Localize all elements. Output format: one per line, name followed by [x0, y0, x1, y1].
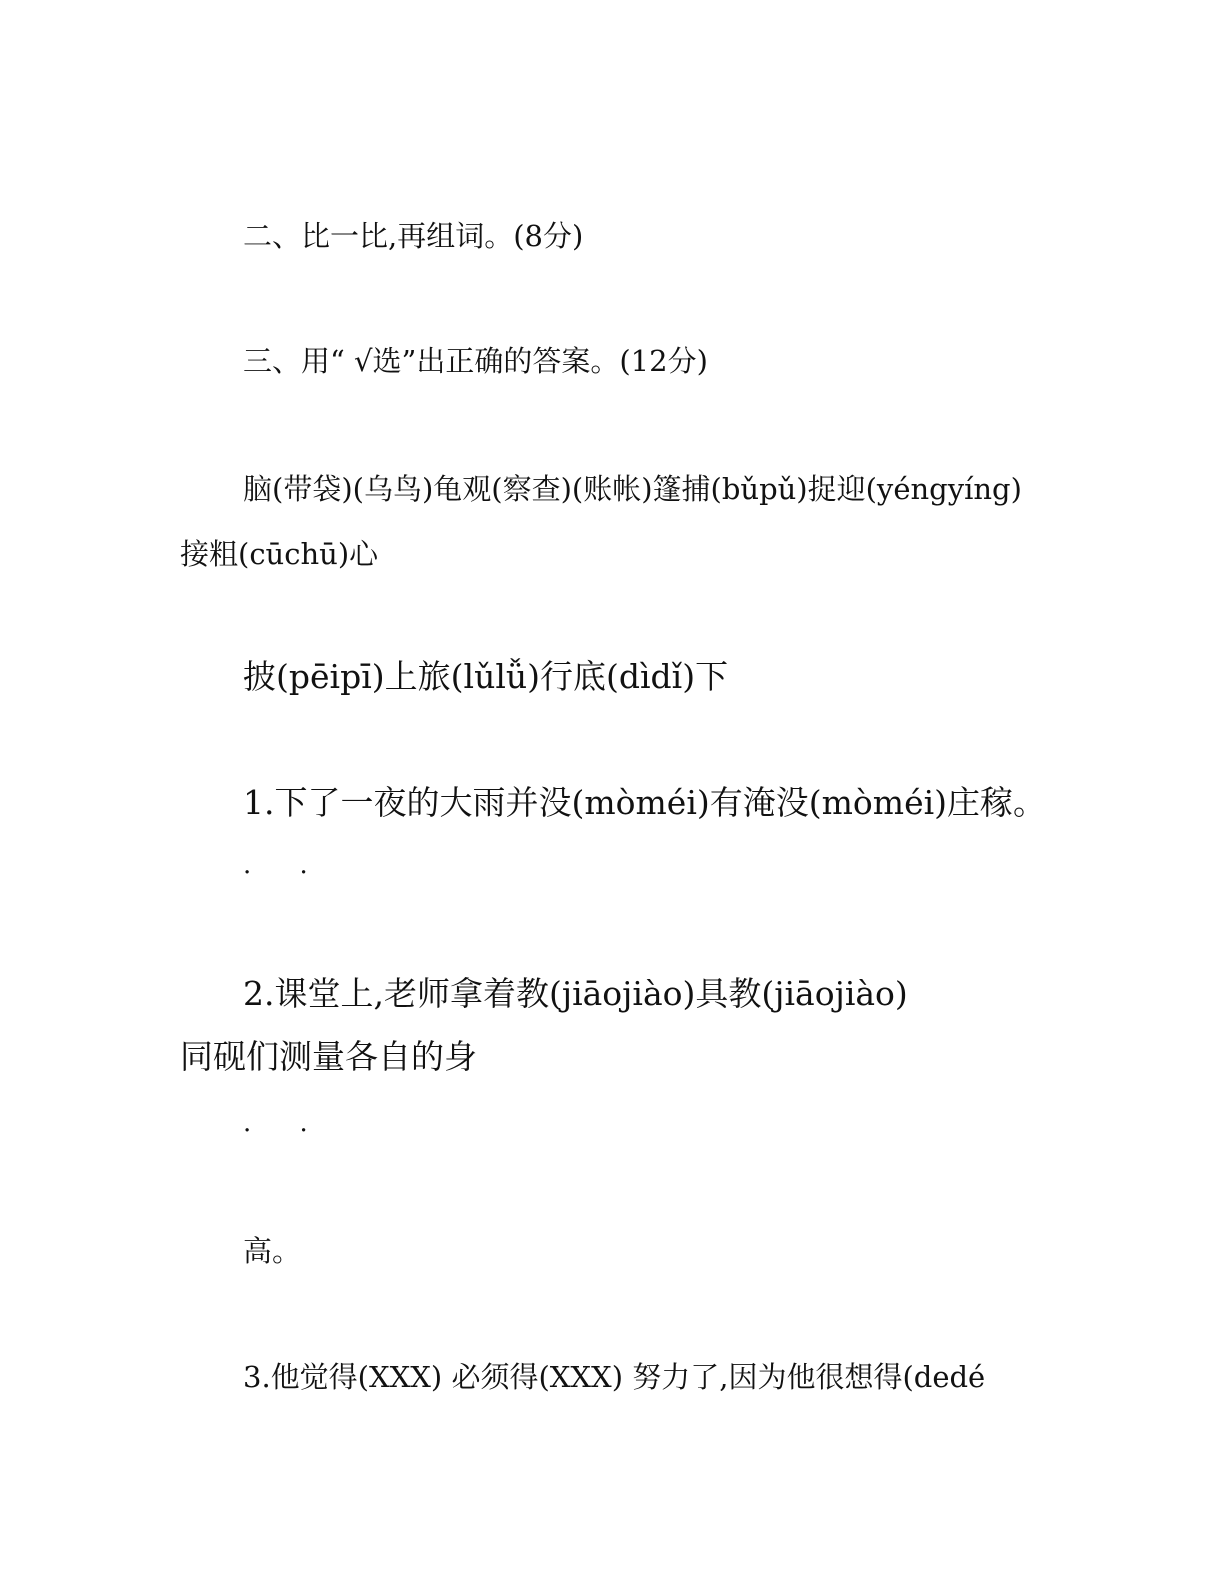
- sentence-2-continued: 同砚们测量各自的身: [180, 1037, 477, 1076]
- sentence-1: 1.下了一夜的大雨并没(mòméi)有淹没(mòméi)庄稼。: [243, 783, 1047, 822]
- section-heading-3: 三、用“ √选”出正确的答案。(12分): [243, 344, 708, 378]
- sentence-2-end: 高。: [243, 1234, 302, 1268]
- section-heading-2: 二、比一比,再组词。(8分): [243, 219, 584, 253]
- question-line-continued: 接粗(cūchū)心: [180, 537, 379, 571]
- emphasis-dots: · ·: [243, 858, 328, 888]
- sentence-3: 3.他觉得(XXX) 必须得(XXX) 努力了,因为他很想得(dedé: [243, 1360, 986, 1394]
- emphasis-dots: · ·: [243, 1116, 328, 1146]
- sentence-2: 2.课堂上,老师拿着教(jiāojiào)具教(jiāojiào): [243, 974, 908, 1013]
- question-line: 脑(带袋)(乌鸟)龟观(察查)(账帐)篷捕(bǔpǔ)捉迎(yéngyíng): [243, 472, 1022, 506]
- question-line: 披(pēipī)上旅(lǔlǚ)行底(dìdǐ)下: [243, 657, 729, 696]
